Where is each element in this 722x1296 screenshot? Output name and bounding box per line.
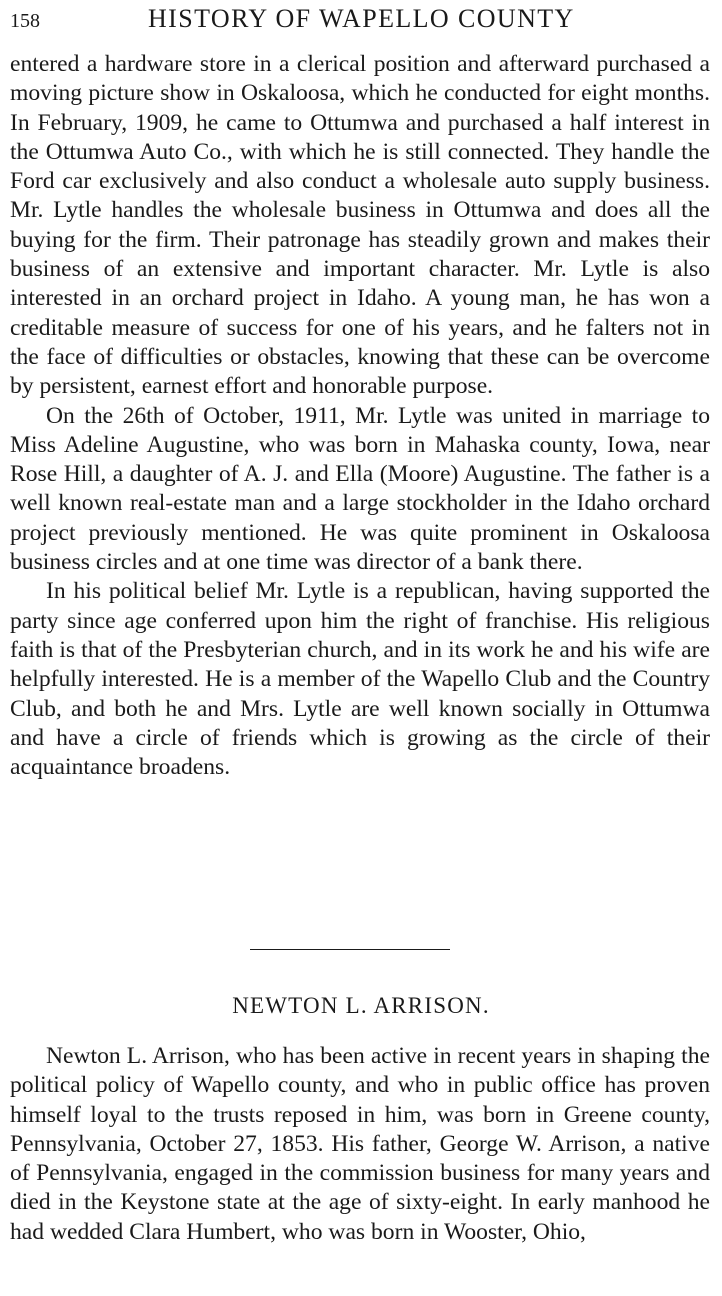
section-divider (250, 949, 450, 950)
paragraph-business: entered a hardware store in a clerical position and afterward purchased a moving picture show in Oskaloosa, which he conducted for eight months. In February, 1909, he came to Ottumwa and purchased a half interest in the Ottumwa Auto Co., with which he is still connected. They handle the Ford car exclusively and also conduct a wholesale auto supply business. Mr. Lytle handles the wholesale business in Ottumwa and does all the buying for the firm. Their patronage has steadily grown and makes their business of an extensive and important character. Mr. Lytle is also interested in an orchard project in Idaho. A young man, he has won a creditable measure of success for one of his years, and he falters not in the face of difficulties or obstacles, knowing that these can be overcome by persistent, earnest effort and honorable purpose. (10, 51, 710, 400)
page-number: 158 (10, 10, 40, 32)
section-heading: NEWTON L. ARRISON. (232, 993, 490, 1018)
biography-arrison (10, 1042, 710, 1247)
running-head (8, 4, 708, 40)
paragraph-marriage: On the 26th of October, 1911, Mr. Lytle was united in marriage to Miss Adeline Augustine, who was born in Mahaska county, Iowa, near Rose Hill, a daughter of A. J. and Ella (Moore) Augustine. The father is a well known real-estate man and a large stockholder in the Idaho orchard project previously mentioned. He was quite prominent in Oskaloosa business circles and at one time was director of a bank there. (10, 402, 710, 576)
paragraph-politics-religion: In his political belief Mr. Lytle is a republican, having supported the party since age conferred upon him the right of franchise. His religious faith is that of the Presbyterian church, and in its work he and his wife are helpfully interested. He is a member of the Wapello Club and the Country Club, and both he and Mrs. Lytle are well known socially in Ottumwa and have a circle of friends which is growing as the circle of their acquaintance broadens. (10, 578, 710, 781)
paragraph-arrison-intro: Newton L. Arrison, who has been active in recent years in shaping the political policy of Wapello county, and who in public office has proven himself loyal to the trusts reposed in him, was born in Greene county, Pennsylvania, October 27, 1853. His father, George W. Arrison, a native of Pennsylvania, engaged in the commission business for many years and died in the Keystone state at the age of sixty-eight. In early manhood he had wedded Clara Humbert, who was born in Wooster, Ohio, (10, 1043, 710, 1245)
biography-continued (10, 50, 710, 782)
book-title: HISTORY OF WAPELLO COUNTY (148, 4, 575, 33)
